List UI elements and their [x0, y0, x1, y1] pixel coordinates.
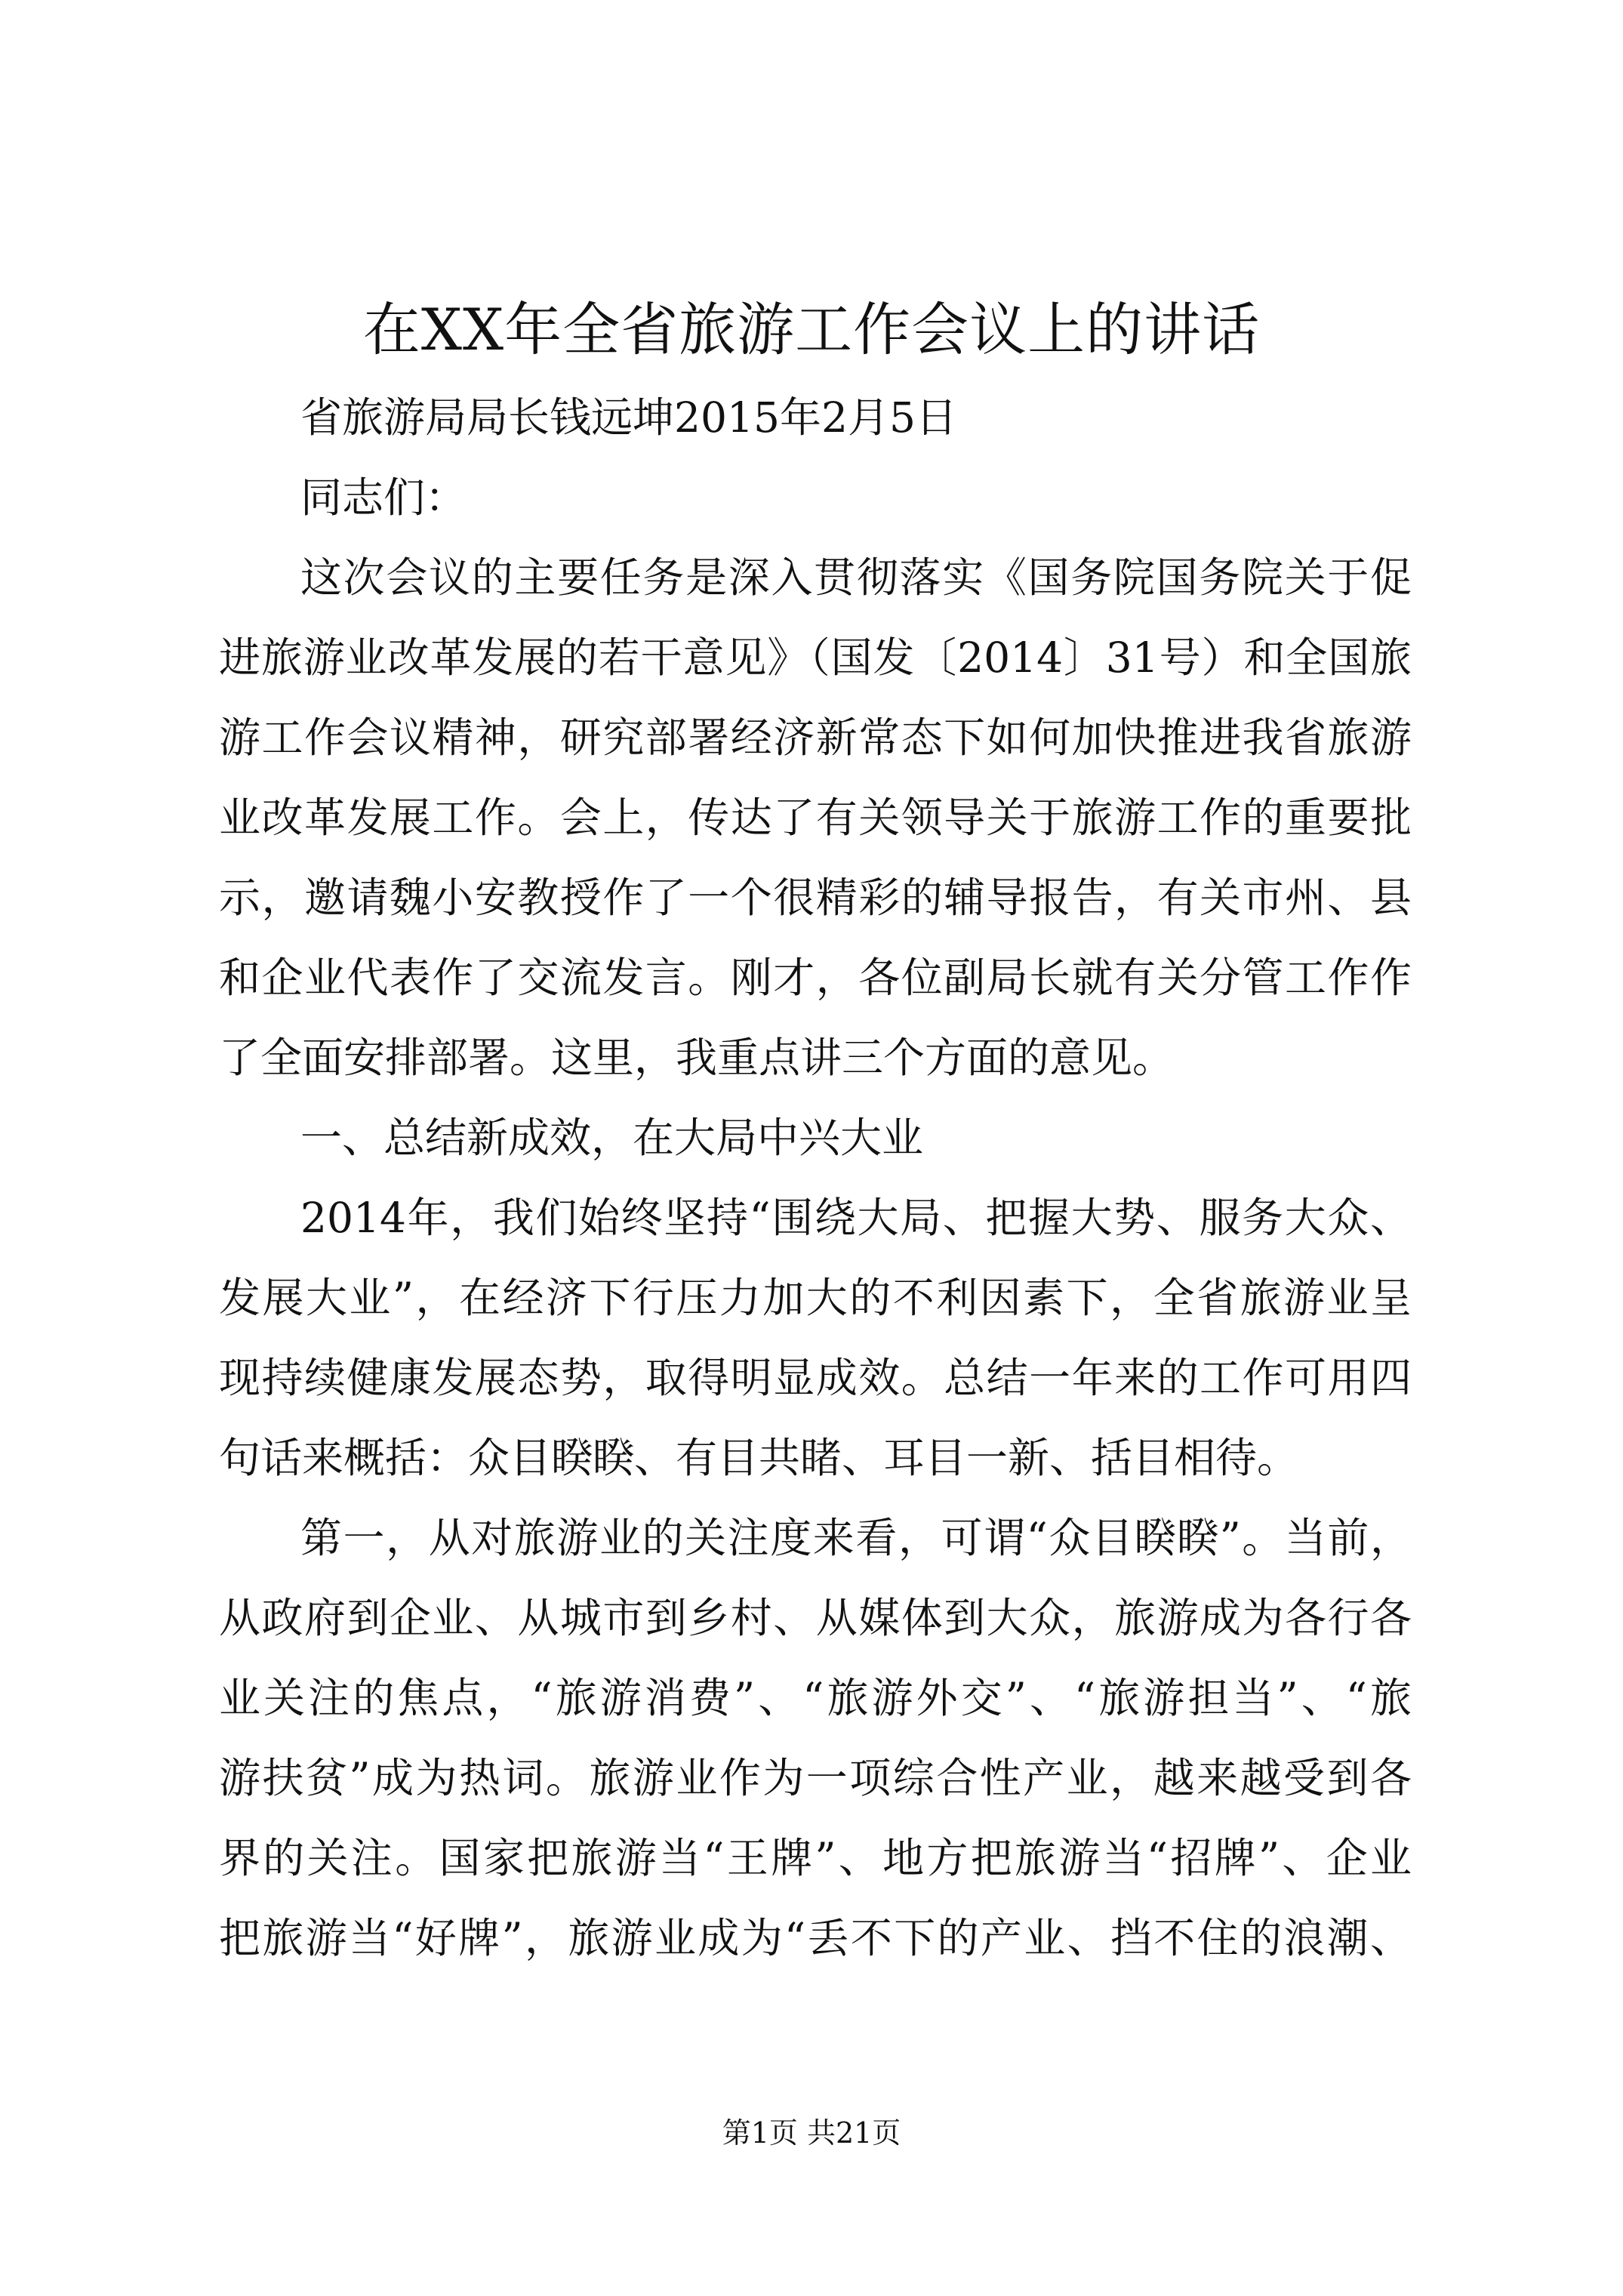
salutation: 同志们： [300, 473, 467, 522]
paragraph-line: 第一，从对旅游业的关注度来看，可谓“众目睽睽”。当前， [300, 1514, 1412, 1562]
paragraph-line: 和企业代表作了交流发言。刚才，各位副局长就有关分管工作作 [219, 954, 1412, 1002]
paragraph-line: 从政府到企业、从城市到乡村、从媒体到大众，旅游成为各行各 [219, 1594, 1412, 1642]
paragraph-line: 界的关注。国家把旅游当“王牌”、地方把旅游当“招牌”、企业 [219, 1834, 1412, 1882]
paragraph-line: 业关注的焦点，“旅游消费”、“旅游外交”、“旅游担当”、“旅 [219, 1674, 1412, 1722]
author-date-line: 省旅游局局长钱远坤2015年2月5日 [300, 393, 957, 442]
page-number-footer: 第1页 共21页 [722, 2116, 901, 2150]
paragraph-line: 业改革发展工作。会上，传达了有关领导关于旅游工作的重要批 [219, 794, 1412, 842]
paragraph-line: 了全面安排部署。这里，我重点讲三个方面的意见。 [219, 1034, 1175, 1082]
section-heading: 一、总结新成效，在大局中兴大业 [300, 1114, 924, 1162]
paragraph-line: 现持续健康发展态势，取得明显成效。总结一年来的工作可用四 [219, 1354, 1412, 1402]
paragraph-line: 2014年，我们始终坚持“围绕大局、把握大势、服务大众、 [300, 1194, 1412, 1242]
paragraph-line: 这次会议的主要任务是深入贯彻落实《国务院国务院关于促 [300, 553, 1412, 602]
paragraph-line: 游工作会议精神，研究部署经济新常态下如何加快推进我省旅游 [219, 713, 1412, 762]
paragraph-line: 游扶贫”成为热词。旅游业作为一项综合性产业，越来越受到各 [219, 1754, 1412, 1802]
document-title: 在XX年全省旅游工作会议上的讲话 [362, 296, 1261, 363]
paragraph-line: 示，邀请魏小安教授作了一个很精彩的辅导报告，有关市州、县 [219, 874, 1412, 922]
paragraph-line: 把旅游当“好牌”，旅游业成为“丢不下的产业、挡不住的浪潮、 [219, 1914, 1412, 1962]
paragraph-line: 进旅游业改革发展的若干意见》（国发〔2014〕31号）和全国旅 [219, 633, 1412, 682]
paragraph-line: 句话来概括：众目睽睽、有目共睹、耳目一新、括目相待。 [219, 1434, 1299, 1482]
document-body [219, 378, 1412, 1978]
paragraph-line: 发展大业”，在经济下行压力加大的不利因素下，全省旅游业呈 [219, 1274, 1412, 1322]
